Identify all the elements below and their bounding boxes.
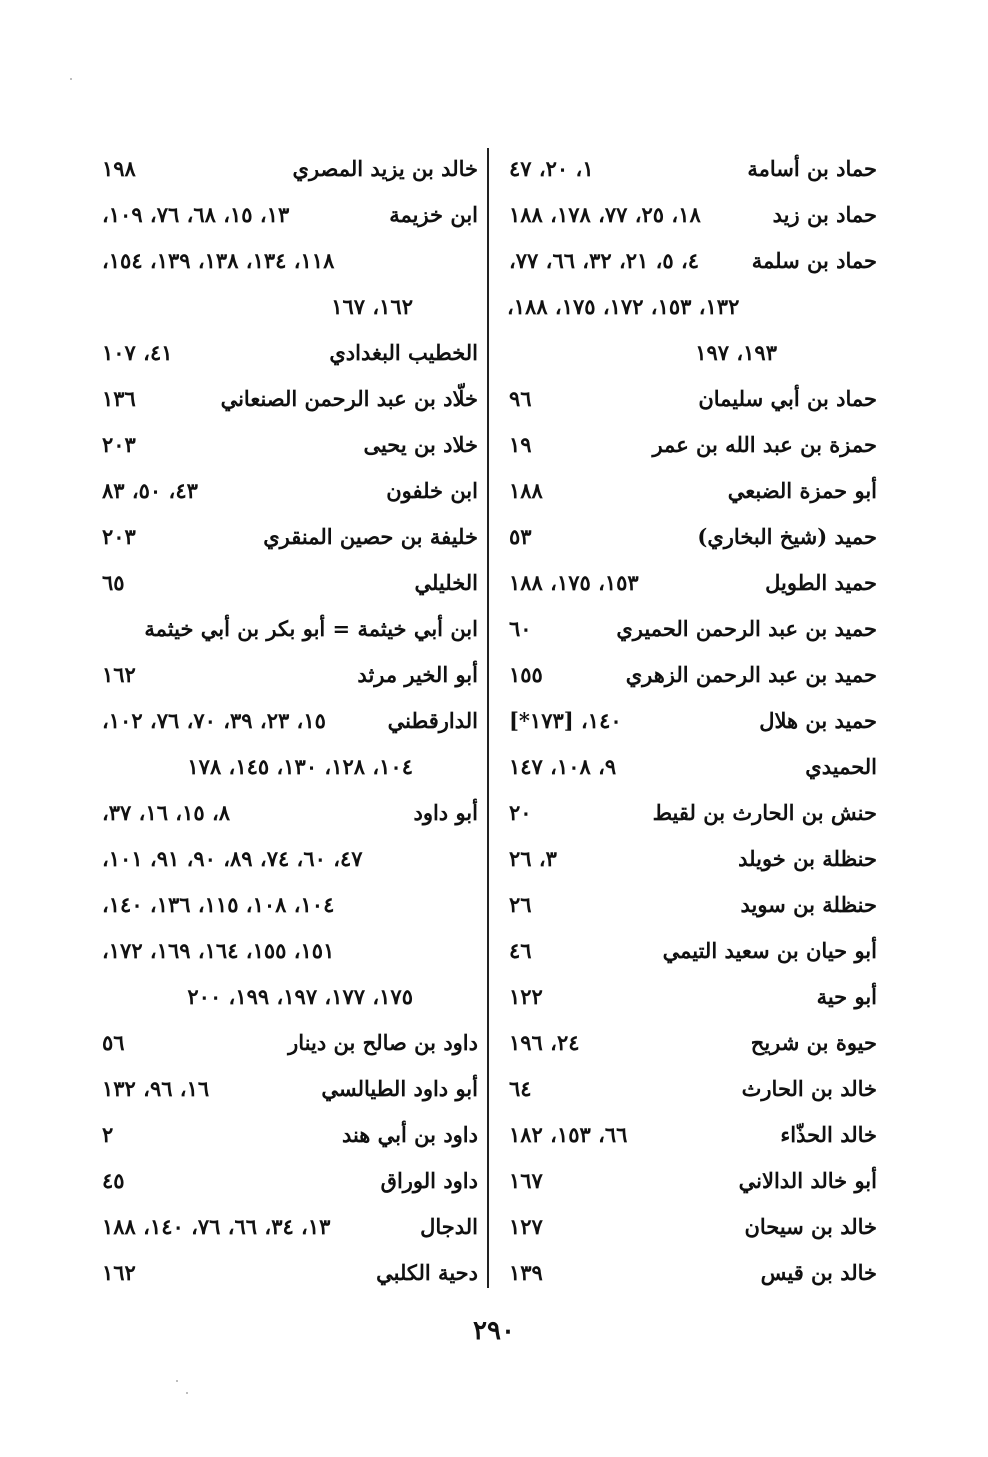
index-entry [497,1024,877,1070]
index-entry-continuation [98,748,478,794]
index-entry-continuation [98,932,478,978]
entry-pages: ١٦٢ [102,1260,136,1285]
entry-pages: ٤، ٥، ٢١، ٣٢، ٦٦، ٧٧، [509,248,700,273]
entry-name: خليفة بن حصين المنقري [263,524,478,549]
entry-pages: ١٤٠، [١٧٣*] [509,708,622,733]
index-entry-continuation [497,288,877,334]
index-entry [98,564,478,610]
entry-pages: ٦٤ [509,1076,532,1101]
entry-name: الدارقطني [387,708,478,733]
entry-pages: ٢٠٣ [102,432,136,457]
index-entry [497,564,877,610]
index-entry [497,932,877,978]
entry-pages: ١٦٢ [102,662,136,687]
entry-name: أبو خالد الدالاني [738,1168,877,1193]
index-entry [98,1208,478,1254]
index-entry [497,380,877,426]
entry-pages: ١٠٤، ١٠٨، ١١٥، ١٣٦، ١٤٠، [102,892,335,917]
index-entry [497,1208,877,1254]
entry-name: ابن أبي خيثمة = أبو بكر بن أبي خيثمة [144,616,478,641]
entry-name: داود بن صالح بن دينار [288,1030,478,1055]
entry-name: حنظلة بن سويد [740,892,877,917]
column-divider [487,148,489,1288]
scan-speck [186,1392,188,1394]
index-entry [497,196,877,242]
entry-pages: ١٦، ٩٦، ١٣٢ [102,1076,210,1101]
entry-pages: ١٧٥، ١٧٧، ١٩٧، ١٩٩، ٢٠٠ [187,984,413,1009]
entry-name: حميد (شيخ البخاري) [697,524,877,549]
index-entry [98,794,478,840]
entry-name: حمزة بن عبد الله بن عمر [652,432,877,457]
page-number: ٢٩٠ [473,1316,515,1346]
index-entry [98,702,478,748]
entry-pages: ١٣٩ [509,1260,543,1285]
scan-speck [70,78,72,80]
index-entry [98,1254,478,1300]
entry-pages: ٥٦ [102,1030,125,1055]
index-entry [497,748,877,794]
index-entry [98,1116,478,1162]
entry-pages: ١٩ [509,432,532,457]
entry-pages: ٩، ١٠٨، ١٤٧ [509,754,617,779]
entry-name: خالد الحذّاء [780,1122,877,1147]
entry-name: خالد بن يزيد المصري [292,156,478,181]
entry-pages: ١٦٢، ١٦٧ [331,294,413,319]
index-entry [497,1162,877,1208]
entry-pages: ١١٨، ١٣٤، ١٣٨، ١٣٩، ١٥٤، [102,248,335,273]
index-entry [497,518,877,564]
entry-name: أبو داود الطيالسي [321,1076,478,1101]
index-entry [497,610,877,656]
entry-name: أبو داود [413,800,478,825]
index-entry-continuation [98,242,478,288]
entry-name: خالد بن سيحان [744,1214,877,1239]
entry-pages: ١٨٨ [509,478,543,503]
index-entry-continuation [497,334,877,380]
index-entry [497,1254,877,1300]
index-entry [497,656,877,702]
entry-name: أبو حمزة الضبعي [727,478,877,503]
entry-pages: ٤٥ [102,1168,125,1193]
entry-name: الحميدي [805,754,877,779]
entry-pages: ٦٥ [102,570,125,595]
entry-name: حنظلة بن خويلد [738,846,877,871]
entry-pages: ٢ [102,1122,114,1147]
entry-name: حماد بن أبي سليمان [698,386,877,411]
entry-name: حميد بن عبد الرحمن الزهري [625,662,877,687]
index-entry [98,1162,478,1208]
entry-pages: ٥٣ [509,524,532,549]
index-entry [497,426,877,472]
index-entry [497,978,877,1024]
entry-pages: ١٣، ٣٤، ٦٦، ٧٦، ١٤٠، ١٨٨ [102,1214,331,1239]
entry-pages: ٢٤، ١٩٦ [509,1030,580,1055]
index-entry [497,242,877,288]
entry-name: أبو حية [816,984,877,1009]
entry-name: ابن خلفون [386,478,478,503]
entry-pages: ١٩٣، ١٩٧ [695,340,777,365]
entry-pages: ١٣، ١٥، ٦٨، ٧٦، ١٠٩، [102,202,290,227]
entry-pages: ٤١، ١٠٧ [102,340,173,365]
index-entry [98,380,478,426]
index-entry [497,1116,877,1162]
entry-name: أبو الخير مرثد [357,662,478,687]
entry-pages: ٨، ١٥، ١٦، ٣٧، [102,800,231,825]
entry-name: حميد بن عبد الرحمن الحميري [616,616,877,641]
index-entry [497,886,877,932]
entry-name: داود بن أبي هند [341,1122,478,1147]
index-column-left [98,150,478,1300]
entry-name: حماد بن زيد [772,202,877,227]
index-entry-continuation [98,288,478,334]
entry-name: حميد بن هلال [759,708,877,733]
entry-pages: ١٠٤، ١٢٨، ١٣٠، ١٤٥، ١٧٨ [187,754,413,779]
entry-pages: ١٥١، ١٥٥، ١٦٤، ١٦٩، ١٧٢، [102,938,335,963]
entry-pages: ٤٣، ٥٠، ٨٣ [102,478,198,503]
entry-pages: ١، ٢٠، ٤٧ [509,156,594,181]
entry-name: أبو حيان بن سعيد التيمي [662,938,877,963]
index-entry [497,1070,877,1116]
entry-name: داود الوراق [380,1168,478,1193]
entry-pages: ٩٦ [509,386,532,411]
entry-name: حماد بن سلمة [751,248,877,273]
index-entry-continuation [98,978,478,1024]
entry-name: الخليلي [414,570,478,595]
index-entry [497,840,877,886]
entry-name: الدجال [420,1214,478,1239]
entry-pages: ١٢٢ [509,984,543,1009]
index-entry [98,472,478,518]
entry-pages: ٢٠٣ [102,524,136,549]
entry-pages: ٢٠ [509,800,532,825]
index-column-right [497,150,877,1300]
index-entry [98,518,478,564]
index-entry-continuation [98,840,478,886]
index-entry [98,1070,478,1116]
entry-pages: ١٨، ٢٥، ٧٧، ١٧٨، ١٨٨ [509,202,701,227]
scan-speck [176,1380,178,1382]
index-entry [497,794,877,840]
entry-pages: ١٥، ٢٣، ٣٩، ٧٠، ٧٦، ١٠٢، [102,708,326,733]
entry-pages: ١٦٧ [509,1168,543,1193]
entry-pages: ١٣٢، ١٥٣، ١٧٢، ١٧٥، ١٨٨، [507,294,740,319]
index-entry [98,150,478,196]
entry-name: دحية الكلبي [376,1260,478,1285]
entry-pages: ١٥٣، ١٧٥، ١٨٨ [509,570,639,595]
entry-name: حماد بن أسامة [747,156,877,181]
entry-pages: ٤٦ [509,938,532,963]
index-entry [98,1024,478,1070]
index-entry-continuation [98,886,478,932]
index-entry [98,426,478,472]
entry-pages: ١٥٥ [509,662,543,687]
entry-name: خلّاد بن عبد الرحمن الصنعاني [220,386,478,411]
entry-pages: ٢٦ [509,892,532,917]
entry-name: حنش بن الحارث بن لقيط [652,800,877,825]
index-entry [98,610,478,656]
index-entry [98,196,478,242]
index-entry [98,656,478,702]
entry-pages: ١٢٧ [509,1214,543,1239]
entry-pages: ٦٠ [509,616,532,641]
entry-name: خلاد بن يحيى [363,432,478,457]
entry-name: حميد الطويل [765,570,877,595]
index-entry [98,334,478,380]
entry-name: ابن خزيمة [389,202,478,227]
entry-pages: ١٣٦ [102,386,136,411]
entry-pages: ٦٦، ١٥٣، ١٨٢ [509,1122,628,1147]
entry-pages: ٤٧، ٦٠، ٧٤، ٨٩، ٩٠، ٩١، ١٠١، [102,846,363,871]
entry-pages: ١٩٨ [102,156,136,181]
entry-name: خالد بن الحارث [741,1076,877,1101]
index-entry [497,472,877,518]
entry-name: حيوة بن شريح [750,1030,877,1055]
entry-name: خالد بن قيس [760,1260,877,1285]
entry-pages: ٣، ٢٦ [509,846,557,871]
index-entry [497,150,877,196]
entry-name: الخطيب البغدادي [329,340,478,365]
index-entry [497,702,877,748]
